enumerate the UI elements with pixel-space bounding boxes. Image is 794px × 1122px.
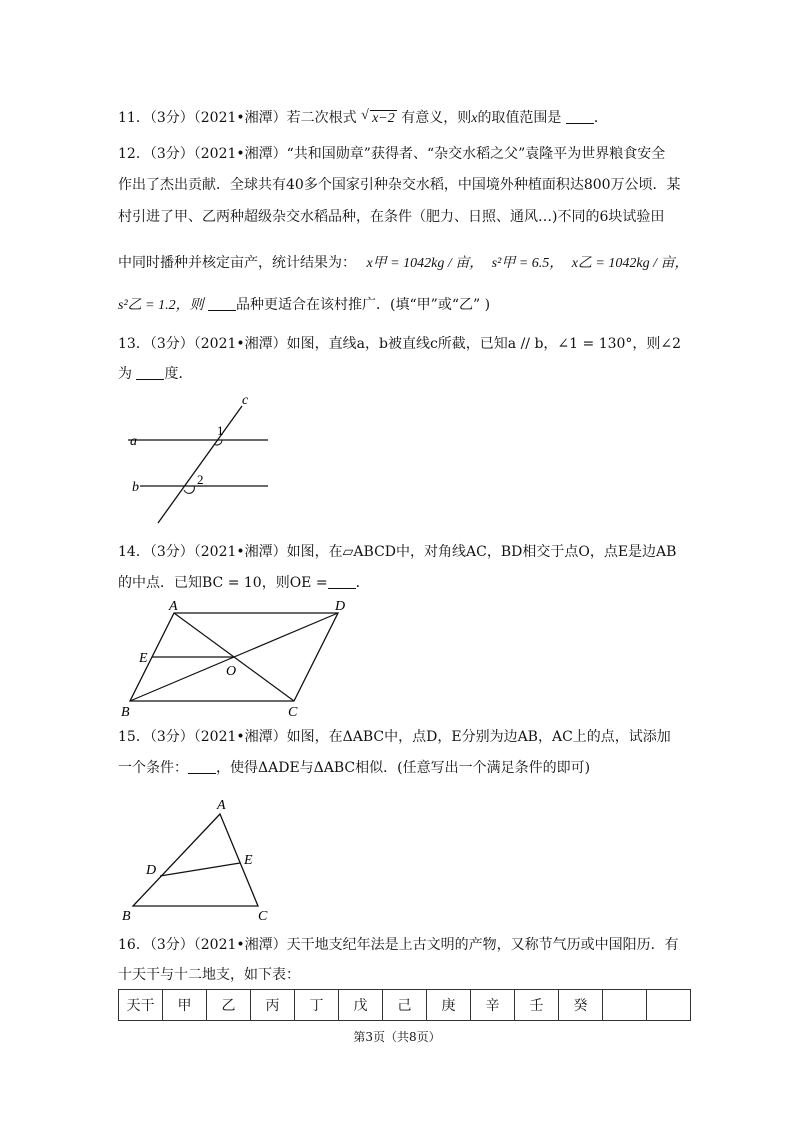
question-points: （3分） (149, 729, 194, 745)
answer-blank (328, 574, 356, 589)
question-15-line2: 一个条件： ，使得ΔADE与ΔABC相似．(任意写出一个满足条件的即可) (118, 760, 591, 776)
label-E: E (244, 853, 253, 868)
question-number: 12． (118, 146, 150, 162)
table-cell (647, 990, 691, 1021)
question-text: 如图，直线a，b被直线c所截，已知a // b，∠1 = 130°，则∠2 (286, 336, 682, 352)
question-source: （2021•湘潭） (193, 146, 287, 162)
triangle-abc (133, 814, 258, 906)
table-row (119, 990, 691, 1021)
question-source: （2021•湘潭） (193, 336, 287, 352)
question-text: 有意义，则 (401, 110, 472, 126)
question-12-line2: 作出了杰出贡献．全球共有40多个国家引种杂交水稻，中国境外种植面积达800万公顷．某 (118, 177, 681, 193)
question-text: 若二次根式 (286, 110, 357, 126)
question-source: （2021•湘潭） (193, 544, 287, 560)
question-text: “共和国勋章”获得者、“杂交水稻之父”袁隆平为世界粮食安全 (286, 146, 666, 162)
formula-variance-jia: s²甲 = 6.5， (491, 256, 564, 271)
question-14-line2: 的中点．已知BC = 10，则OE = ． (118, 575, 370, 591)
answer-blank (136, 365, 164, 380)
question-points: （3分） (149, 110, 194, 126)
triangle-figure (118, 792, 278, 922)
question-text: 的取值范围是 (477, 110, 562, 126)
table-cell: 丁 (295, 990, 339, 1021)
label-angle-1: 1 (217, 423, 224, 438)
angle-2-arc (184, 486, 194, 493)
question-source: （2021•湘潭） (193, 729, 287, 745)
variable: x (471, 111, 478, 126)
parallel-lines-figure (118, 392, 288, 532)
label-angle-2: 2 (197, 472, 204, 487)
question-16 (118, 935, 678, 955)
label-C: C (258, 909, 268, 922)
label-a: a (130, 434, 137, 449)
question-12-line3: 村引进了甲、乙两种超级杂交水稻品种，在条件（肥力、日照、通风…)不同的6块试验田 (118, 209, 665, 225)
table-cell: 丙 (251, 990, 295, 1021)
answer-blank (208, 296, 236, 311)
label-C: C (288, 705, 298, 720)
table-cell: 己 (383, 990, 427, 1021)
label-A: A (169, 599, 178, 614)
table-cell: 天干 (119, 990, 163, 1021)
question-points: （3分） (149, 937, 194, 953)
question-source: （2021•湘潭） (193, 937, 287, 953)
question-15 (118, 727, 678, 747)
question-12-line5: s²乙 = 1.2，则 品种更适合在该村推广．(填“甲”或“乙” ) (118, 297, 491, 313)
formula-mean-yi: x乙 = 1042kg / 亩， (571, 256, 689, 271)
table-cell: 甲 (163, 990, 207, 1021)
question-number: 13． (118, 336, 150, 352)
table-cell: 乙 (207, 990, 251, 1021)
label-D: D (335, 599, 346, 614)
tiangan-table (118, 989, 691, 1021)
question-number: 16． (118, 937, 150, 953)
sqrt-expression: √ x−2 (361, 108, 395, 126)
table-cell: 癸 (559, 990, 603, 1021)
label-c: c (242, 393, 249, 408)
label-O: O (226, 664, 237, 679)
question-13 (118, 334, 682, 354)
question-source: （2021•湘潭） (193, 110, 287, 126)
formula-variance-yi: s²乙 = 1.2，则 (118, 298, 204, 313)
question-number: 14． (118, 544, 150, 560)
question-14 (118, 542, 678, 562)
question-points: （3分） (149, 544, 194, 560)
question-points: （3分） (149, 336, 194, 352)
table-cell: 壬 (515, 990, 559, 1021)
label-B: B (122, 909, 131, 922)
line-c (158, 406, 242, 523)
question-points: （3分） (149, 146, 194, 162)
label-B: B (121, 705, 130, 720)
parallelogram-figure (118, 596, 368, 721)
answer-blank (566, 109, 594, 124)
table-cell (603, 990, 647, 1021)
question-16-line2: 十天干与十二地支，如下表： (118, 967, 300, 983)
question-12-line4: 中同时播种并核定亩产，统计结果为： x甲 = 1042kg / 亩， s²甲 = 6.5， x乙 = 1042kg / 亩， (118, 255, 689, 271)
formula-mean-jia: x甲 = 1042kg / 亩， (366, 256, 484, 271)
question-13-line2: 为 度． (118, 366, 193, 382)
question-text: 天干地支纪年法是上古文明的产物，又称节气历或中国阳历．有 (286, 937, 679, 953)
table-cell: 辛 (471, 990, 515, 1021)
label-b: b (132, 480, 139, 495)
question-11: 11．（3分）（2021•湘潭）若二次根式 √ x−2 有意义，则x的取值范围是 ． (118, 108, 678, 129)
question-text: 如图，在ΔABC中，点D，E分别为边AB，AC上的点，试添加 (286, 729, 671, 745)
answer-blank (188, 759, 216, 774)
label-D: D (146, 863, 157, 878)
label-A: A (217, 798, 226, 813)
question-text: 如图，在▱ABCD中，对角线AC，BD相交于点O，点E是边AB (286, 544, 677, 560)
table-cell: 庚 (427, 990, 471, 1021)
label-E: E (139, 651, 148, 666)
question-12 (118, 144, 678, 164)
question-number: 11． (118, 110, 150, 126)
page-footer: 第3页（共8页） (353, 1030, 441, 1044)
question-number: 15． (118, 729, 150, 745)
table-cell: 戊 (339, 990, 383, 1021)
